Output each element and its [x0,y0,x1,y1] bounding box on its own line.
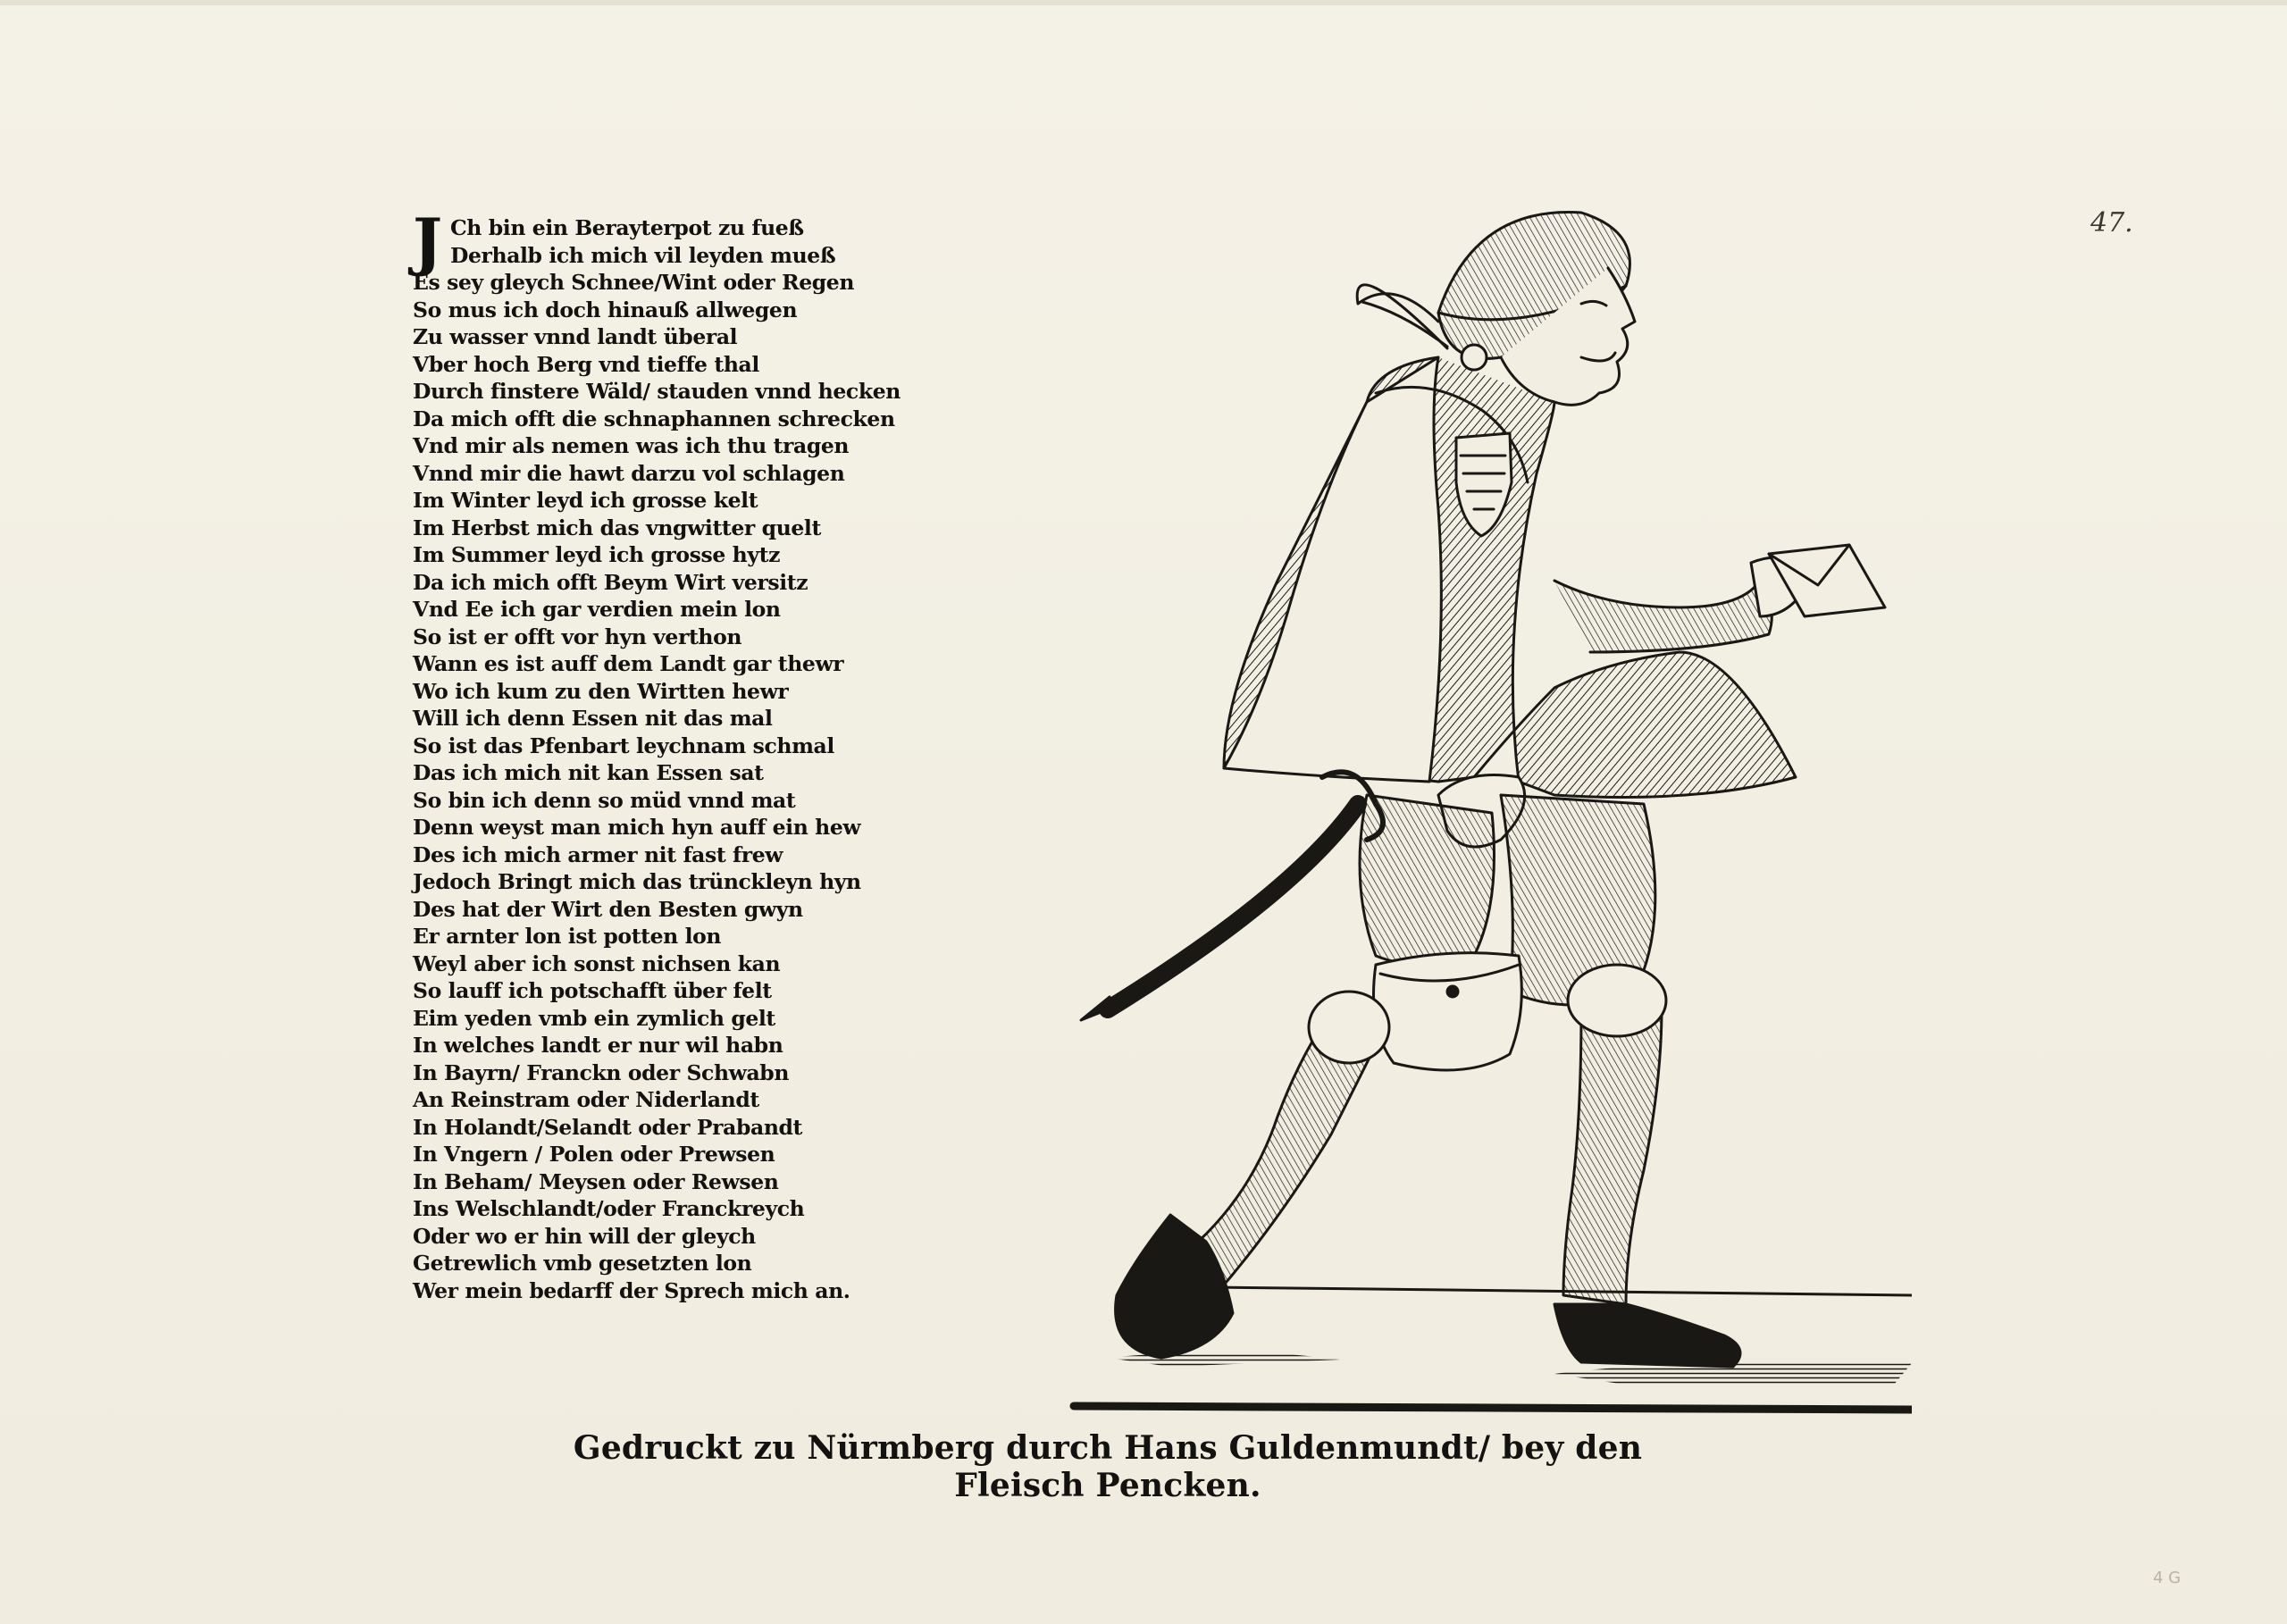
verse-line: So ist er offt vor hyn verthon [413,624,742,649]
verse-line: Im Herbst mich das vngwitter quelt [413,515,821,540]
verse-line: Ch bin ein Berayterpot zu fueß [450,215,804,240]
drop-cap: J [413,205,443,279]
verse-line: Es sey gleych Schnee/Wint oder Regen [413,270,855,295]
verse-line: Wo ich kum zu den Wirtten hewr [413,678,789,704]
verse-line: Oder wo er hin will der gleych [413,1223,756,1249]
verse-line: Eim yeden vmb ein zymlich gelt [413,1005,775,1031]
verse-line: In Holandt/Selandt oder Prabandt [413,1114,803,1140]
verse-line: Getrewlich vmb gesetzten lon [413,1251,752,1276]
verse-line: So bin ich denn so müd vnnd mat [413,787,796,813]
verse-line: In welches landt er nur wil habn [413,1033,783,1058]
verse-line: Im Summer leyd ich grosse hytz [413,542,781,567]
verse-line: Weyl aber ich sonst nichsen kan [413,950,781,976]
verse-line: So ist das Pfenbart leychnam schmal [413,732,834,758]
verse-line: Denn weyst man mich hyn auff ein hew [413,815,861,840]
verse-line: In Beham/ Meysen oder Rewsen [413,1168,779,1194]
verse-line: In Bayrn/ Franckn oder Schwabn [413,1059,790,1085]
verse-line: Im Winter leyd ich grosse kelt [413,488,758,513]
paper-edge [0,0,2287,5]
verse-line: Da ich mich offt Beym Wirt versitz [413,569,808,595]
verse-line: Jedoch Bringt mich das trünckleyn hyn [413,869,861,894]
verse-line: So mus ich doch hinauß allwegen [413,297,798,322]
verse-line: Des ich mich armer nit fast frew [413,841,783,867]
verse-line: Da mich offt die schnaphannen schrecken [413,406,895,431]
verse-line: Vnd Ee ich gar verdien mein lon [413,597,781,622]
verse-line: Das ich mich nit kan Essen sat [413,760,764,785]
verse-line: Vber hoch Berg vnd tieffe thal [413,351,759,377]
verse-line: Des hat der Wirt den Besten gwyn [413,896,803,922]
verse-line: Will ich denn Essen nit das mal [413,706,773,731]
verse-line: Wann es ist auff dem Landt gar thewr [413,651,844,676]
verse-line: Zu wasser vnnd landt überal [413,324,738,349]
verse-line: Er arnter lon ist potten lon [413,924,722,949]
verse-column [413,214,913,1304]
verse-line: So lauff ich potschafft über felt [413,978,772,1003]
verse-line: Vnd mir als nemen was ich thu tragen [413,433,850,458]
verse-line: Derhalb ich mich vil leyden mueß [450,242,836,268]
verse-line: Wer mein bedarff der Sprech mich an. [413,1277,850,1303]
verse-line: An Reinstram oder Niderlandt [413,1087,759,1112]
verse-line: In Vngern / Polen oder Prewsen [413,1142,775,1167]
pencil-note: 4 G [2153,1569,2182,1587]
woodcut-messenger-illustration [1054,188,1912,1420]
verse-line: Durch finstere Wäld/ stauden vnnd hecken [413,379,901,404]
page-number: 47. [2090,207,2133,239]
verse-line: Ins Welschlandt/oder Franckreych [413,1196,805,1221]
verse-line: Vnnd mir die hawt darzu vol schlagen [413,460,845,486]
printer-imprint: Gedruckt zu Nürmberg durch Hans Guldenmundt/ bey den Fleisch Pencken. [573,1429,1643,1504]
